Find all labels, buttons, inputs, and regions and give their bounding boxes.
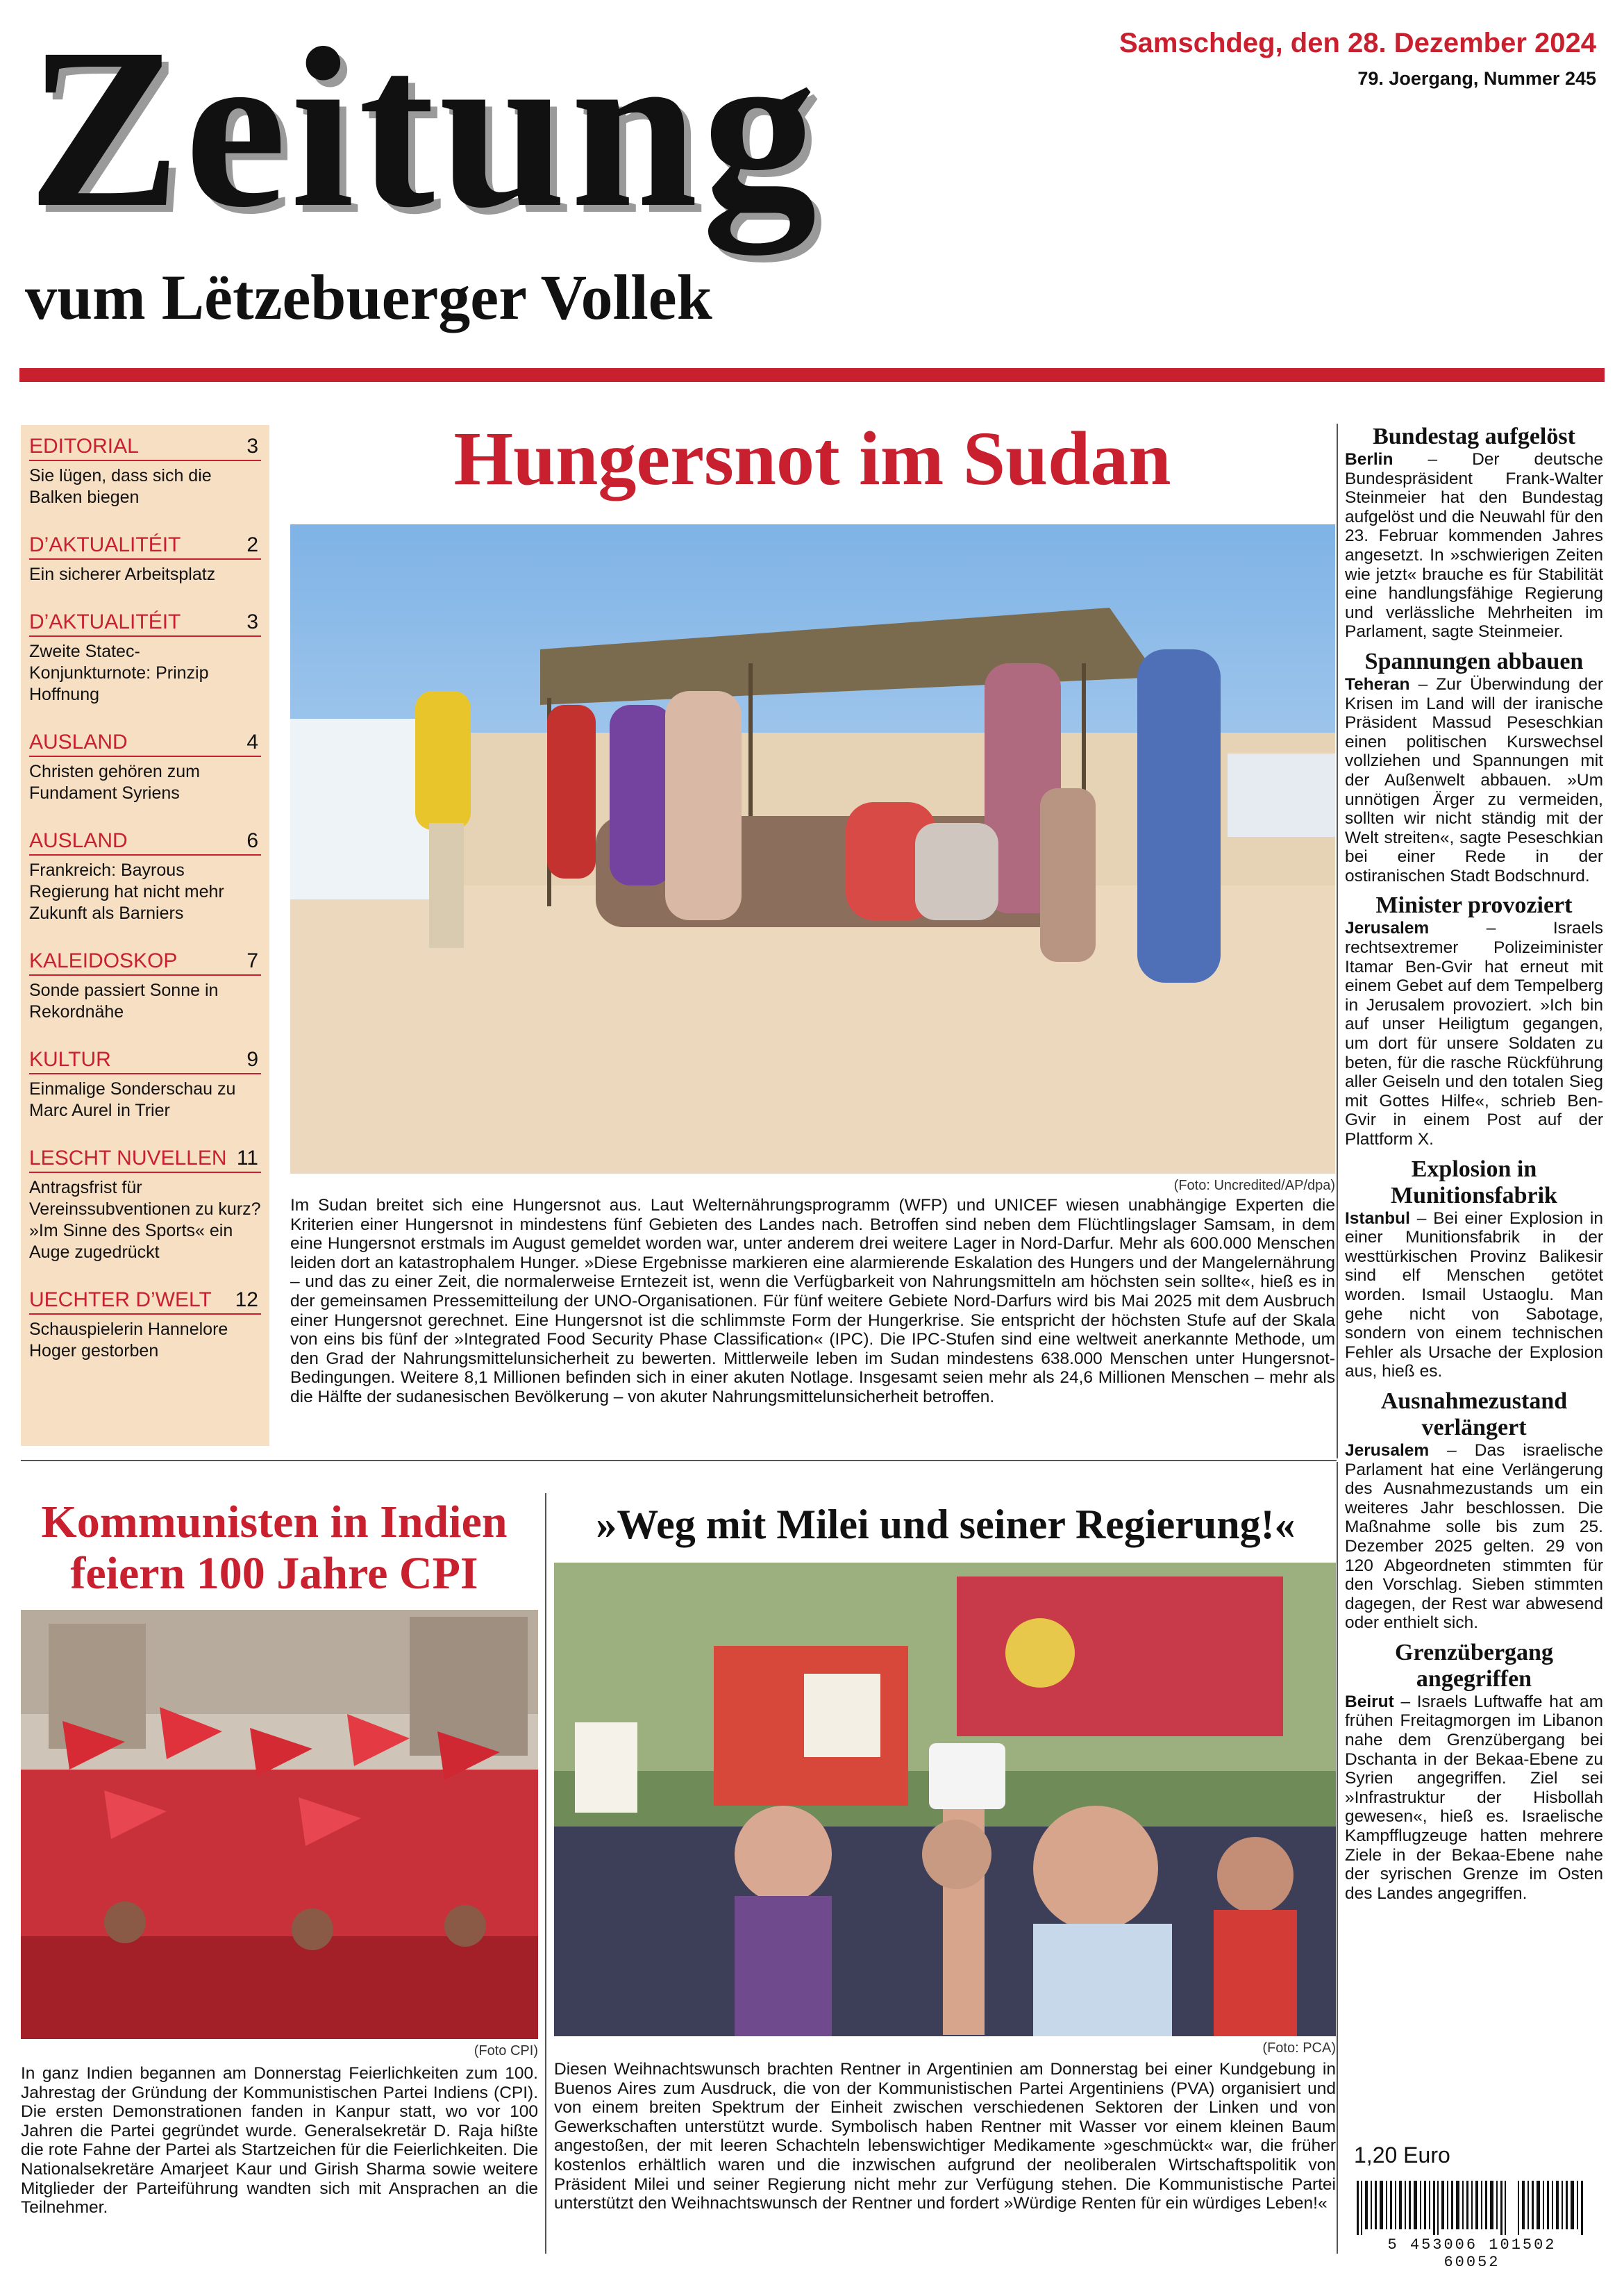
brief-text <box>1345 1692 1603 1904</box>
section-divider <box>21 1460 1337 1461</box>
photo-credit: (Foto CPI) <box>474 2043 538 2058</box>
index-section: AUSLAND <box>29 829 128 852</box>
cpi-rally-photo <box>21 1610 538 2039</box>
index-section: D’AKTUALITÉIT <box>29 610 181 633</box>
brief-text <box>1345 919 1603 1149</box>
newspaper-title: Zeitung <box>28 1 821 255</box>
sudan-camp-photo <box>290 524 1335 1174</box>
index-section: D’AKTUALITÉIT <box>29 533 181 556</box>
brief-place: Jerusalem <box>1345 1440 1430 1460</box>
index-page: 12 <box>235 1288 258 1311</box>
brief-text <box>1345 450 1603 642</box>
india-headline[interactable]: Kommunisten in Indien feiern 100 Jahre CPI <box>41 1497 508 1599</box>
column-divider <box>1337 1462 1338 2254</box>
issue-date: Samschdeg, den 28. Dezember 2024 <box>1119 28 1596 58</box>
brief-body: – Israels rechtsextremer Polizeiminister Itamar Ben-Gvir hat erneut mit einem Gebet auf dem Tempelberg in Jerusalem provoziert. »Ich bin auf unser Heiligtum gegangen, um dort für unsere Soldaten zu beten, für die rasche Rückführung aller Geiseln und den totalen Sieg mit Gottes Hilfe«, schrieb Ben-Gvir in einem Post auf der Plattform X. <box>1345 919 1603 1149</box>
brief-headline[interactable]: Minister provoziert <box>1375 892 1573 919</box>
index-page: 6 <box>246 829 258 852</box>
index-entry[interactable] <box>29 729 261 804</box>
brief-text <box>1345 1209 1603 1381</box>
photo-credit: (Foto: PCA) <box>1262 2040 1336 2056</box>
photo-credit: (Foto: Uncredited/AP/dpa) <box>1173 1178 1335 1193</box>
brief-place: Istanbul <box>1345 1208 1410 1228</box>
main-article-text: Im Sudan breitet sich eine Hungersnot aus. Laut Welternährungsprogramm (WFP) und UNICEF wiesen unabhängige Experten die Kriterien einer Hungersnot in mindestens fünf Gebieten des Landes nach. Betroffen sind neben dem Flüchtlingslager Samsam, in dem eine Hungersnot erstmals im August gemeldet worden war, unter anderem drei weitere Lager in Nord-Darfur. Mehr als 600.000 Menschen leiden dort an katastrophalem Hunger. »Diese Ergebnisse markieren eine alarmierende Eskalation des Hungers und der Mangelernährung – und das zu einer Zeit, die normalerweise Erntezeit ist, wenn die Verfügbarkeit von Nahrungsmitteln am höchsten sein sollte«, hieß es in der gemeinsamen Pressemitteilung der UNO-Organisationen. Für fünf weitere Gebiete Nord-Darfurs wird bis Mai 2025 mit dem Ausbruch einer Hungersnot gerechnet. Eine Hungersnot ist die schlimmste Form der Hungerkrise. Sie entspricht der höchsten Stufe auf der Skala von eins bis fünf der »Integrated Food Security Phase Classification« (IPC). Die IPC-Stufen sind eine weltweit anerkannte Methode, um den Grad der Nahrungsmittelunsicherheit zu bewerten. Mittlerweile leben im Sudan mindestens 638.000 Menschen unter Hungersnot-Bedingungen. Weitere 8,1 Millionen befinden sich in einer akuten Notlage. Insgesamt seien mehr als 24,6 Millionen Menschen – mehr als die Hälfte der sudanesischen Bevölkerung – von akuter Nahrungsmittelunsicherheit betroffen. <box>290 1196 1335 1406</box>
brief-body: – Das israelische Parlament hat eine Verlängerung des Ausnahmezustands um ein weiteres Jahr beschlossen. Die Maßnahme solle bis zum 25. Dezember 2025 gelten. 29 von 120 Abgeordneten stimmten für den Vorschlag. Sieben stimmten dagegen, der Rest war abwesend oder enthielt sich. <box>1345 1440 1603 1633</box>
index-text: Frankreich: Bayrous Regierung hat nicht mehr Zukunft als Barniers <box>29 860 224 923</box>
index-text: Ein sicherer Arbeitsplatz <box>29 565 216 584</box>
index-page: 3 <box>246 435 258 458</box>
barcode-number: 5 453006 101502 60052 <box>1387 2236 1557 2271</box>
index-entry[interactable] <box>29 1145 261 1263</box>
index-entry[interactable] <box>29 433 261 508</box>
brief-place: Teheran <box>1345 674 1410 694</box>
index-page: 7 <box>246 949 258 972</box>
index-page: 3 <box>246 610 258 633</box>
index-section: AUSLAND <box>29 731 128 754</box>
masthead-divider <box>19 368 1605 382</box>
brief-body: – Zur Überwindung der Krisen im Land will der iranische Präsident Massud Peseschkian einen politischen Kurswechsel vollziehen und Spannungen mit der Außenwelt abbauen. »Um unnötigen Ärger zu vermeiden, sollten wir nicht ständig mit der Welt streiten«, sagte Peseschkian bei einer Rede in der ostiranischen Stadt Bodschnurd. <box>1345 674 1603 885</box>
index-section: KALEIDOSKOP <box>29 949 178 972</box>
brief-headline[interactable]: Spannungen abbauen <box>1364 648 1584 674</box>
brief-place: Jerusalem <box>1345 919 1430 938</box>
index-page: 2 <box>246 533 258 556</box>
brief-headline[interactable]: Explosion in Munitionsfabrik <box>1391 1156 1557 1208</box>
brief-text <box>1345 675 1603 886</box>
index-entry[interactable] <box>29 828 261 924</box>
price-label: 1,20 Euro <box>1354 2143 1450 2168</box>
index-text: Sie lügen, dass sich die Balken biegen <box>29 466 212 507</box>
brief-headline[interactable]: Grenzübergang angegriffen <box>1395 1639 1553 1692</box>
issue-number: 79. Joergang, Nummer 245 <box>1357 68 1596 89</box>
brief-headline[interactable]: Ausnahmezustand verlängert <box>1380 1388 1568 1440</box>
column-divider <box>1337 424 1338 1458</box>
main-headline[interactable]: Hungersnot im Sudan <box>453 416 1171 501</box>
argentina-protest-photo <box>554 1563 1336 2036</box>
brief-text <box>1345 1441 1603 1633</box>
index-section: KULTUR <box>29 1048 111 1071</box>
index-text: Einmalige Sonderschau zu Marc Aurel in Trier <box>29 1079 236 1120</box>
brief-body: – Der deutsche Bundespräsident Frank-Walter Steinmeier hat den Bundestag aufgelöst und die Neuwahl für den 23. Februar kommenden Jahres angesetzt. In »schwierigen Zeiten wie jetzt« brauche es für Stabilität eine handlungsfähige Regierung und verlässliche Mehrheiten im Parlament, sagte Steinmeier. <box>1345 450 1603 642</box>
brief-place: Berlin <box>1345 450 1393 469</box>
brief-body: – Bei einer Explosion in einer Munitionsfabrik in der westtürkischen Provinz Balikesir sind elf Menschen getötet worden. Ismail Ustaoglu. Man gehe nicht von Sabotage, sondern von einem technischen Fehler als Ursache der Explosion aus, hieß es. <box>1345 1208 1603 1381</box>
barcode-icon <box>1354 2181 1590 2235</box>
index-page: 4 <box>246 731 258 754</box>
index-section: UECHTER D’WELT <box>29 1288 212 1311</box>
column-divider <box>545 1493 546 2254</box>
index-text: Christen gehören zum Fundament Syriens <box>29 762 200 803</box>
index-text: Zweite Statec-Konjunkturnote: Prinzip Hoffnung <box>29 642 209 704</box>
index-text: Schauspielerin Hannelore Hoger gestorben <box>29 1320 228 1361</box>
index-entry[interactable] <box>29 532 261 585</box>
index-entry[interactable] <box>29 948 261 1023</box>
index-entry[interactable] <box>29 609 261 706</box>
index-entry[interactable] <box>29 1047 261 1122</box>
brief-body: – Israels Luftwaffe hat am frühen Freitagmorgen im Libanon nahe dem Grenzübergang bei Dschanta in der Bekaa-Ebene zu Syrien angegriffen. Ziel sei »Infrastruktur der Hisbollah gewesen«, hieß es. Israelische Kampfflugzeuge hatten mehrere Ziele in der Bekaa-Ebene nahe der syrischen Grenze im Osten des Landes angegriffen. <box>1345 1692 1603 1903</box>
india-article-text: In ganz Indien begannen am Donnerstag Feierlichkeiten zum 100. Jahrestag der Gründung der Kommunistischen Partei Indiens (CPI). Die ersten Demonstrationen fanden in Kanpur statt, wo vor 100 Jahren die Partei gegründet wurde. Generalsekretär D. Raja hißte die rote Fahne der Partei als Startzeichen für die Feierlichkeiten. Die Nationalsekretäre Amarjeet Kaur und Girish Sharma sowie weitere Mitglieder der Parteiführung wandten sich mit Ansprachen an die Teilnehmer. <box>21 2064 538 2218</box>
index-text: Antragsfrist für Vereinssubventionen zu kurz? »Im Sinne des Sports« ein Auge zugedrückt <box>29 1178 261 1262</box>
index-section: LESCHT NUVELLEN <box>29 1147 227 1170</box>
index-page: 11 <box>236 1147 258 1170</box>
milei-article-text: Diesen Weihnachtswunsch brachten Rentner in Argentinien am Donnerstag bei einer Kundgebung in Buenos Aires zum Ausdruck, die von der Kommunistischen Partei Argentiniens (PVA) organisiert und von einem breiten Spektrum der Einheit zwischen verschiedenen Sektoren der Linken und von Gewerkschaften unterstützt wurde. Symbolisch haben Rentner mit Wasser vor einem kleinen Baum angestoßen, der mit leeren Schachteln lebenswichtiger Medikamente »geschmückt« war, die früher kostenlos erhältlich waren und die inzwischen aufgrund der neoliberalen Wirtschaftspolitik von Präsident Milei und seiner Regierung nicht mehr zur Verfügung stehen. Die Kommunistische Partei unterstützt den Weihnachtswunsch der Rentner und fordert »Würdige Renten für ein würdiges Leben!« <box>554 2060 1336 2213</box>
index-page: 9 <box>246 1048 258 1071</box>
brief-place: Beirut <box>1345 1692 1394 1711</box>
table-of-contents <box>21 425 269 1446</box>
news-briefs-column <box>1345 424 1603 1910</box>
milei-headline[interactable]: »Weg mit Milei und seiner Regierung!« <box>596 1501 1296 1547</box>
newspaper-subtitle: vum Lëtzebuerger Vollek <box>25 262 712 333</box>
brief-headline[interactable]: Bundestag aufgelöst <box>1373 424 1575 449</box>
index-text: Sonde passiert Sonne in Rekordnähe <box>29 981 219 1022</box>
index-section: EDITORIAL <box>29 435 139 458</box>
index-entry[interactable] <box>29 1287 261 1362</box>
